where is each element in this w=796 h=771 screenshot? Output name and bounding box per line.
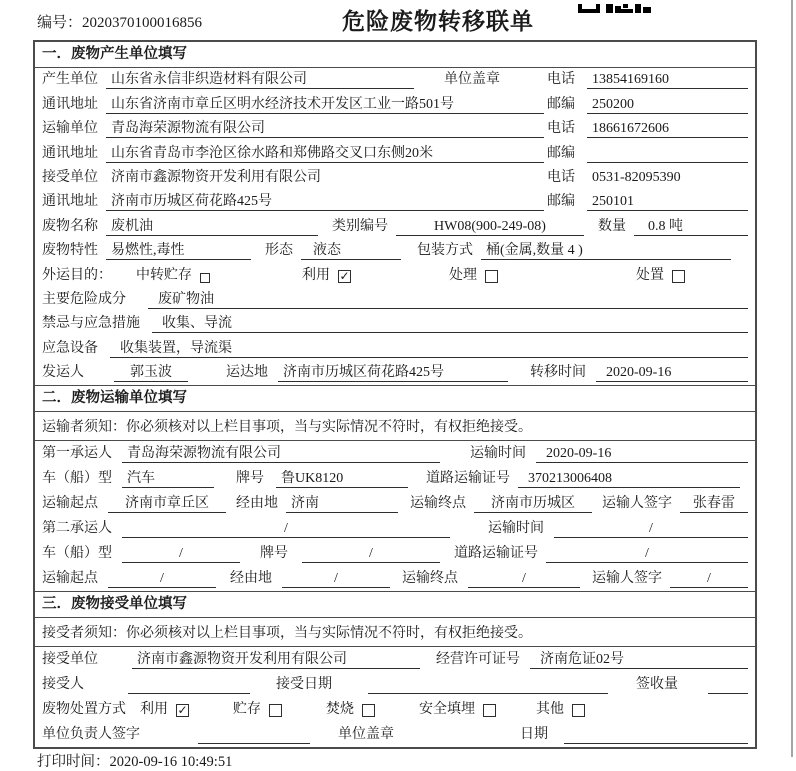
purpose-opt-dispose-checkbox — [672, 270, 685, 283]
carrier-zip-label: 邮编 — [547, 145, 575, 161]
producer-phone-value: 13854169160 — [587, 70, 748, 89]
vehicle2-label: 车（船）型 — [42, 546, 112, 562]
disposal-opt-use-checkbox: ✓ — [177, 703, 188, 718]
route2-via-label: 经由地 — [230, 571, 272, 587]
first-carrier-row — [35, 441, 755, 466]
receiver-addr-label: 通讯地址 — [42, 194, 98, 210]
producer-phone-label: 电话 — [547, 72, 575, 88]
doc-number-value: 2020370100016856 — [82, 15, 203, 31]
receiver-phone-label: 电话 — [547, 169, 575, 185]
receiver-notice-label: 接受者须知： — [42, 626, 126, 642]
accept-unit-row — [35, 647, 755, 672]
accept-unit-label: 接受单位 — [42, 652, 98, 668]
receiver-zip-value: 250101 — [587, 192, 748, 211]
purpose-opt-use-label: 利用 — [302, 267, 330, 283]
vehicle1-plate-value: 鲁UK8120 — [276, 469, 408, 488]
carrier-addr-label: 通讯地址 — [42, 145, 98, 161]
carrier1-value: 青岛海荣源物流有限公司 — [122, 444, 440, 463]
dispatch-row — [35, 361, 755, 385]
disposal-opt-use-label: 利用 — [140, 702, 168, 718]
transporter-notice-row — [35, 412, 755, 441]
vehicle1-row — [35, 466, 755, 491]
route2-row — [35, 566, 755, 591]
receiver-zip-label: 邮编 — [547, 194, 575, 210]
disposal-row — [35, 697, 755, 722]
receiver-value: 济南市鑫源物资开发利用有限公司 — [111, 169, 321, 185]
vehicle1-label: 车（船）型 — [42, 471, 112, 487]
carrier-phone-value: 18661672606 — [587, 119, 748, 138]
vehicle1-plate-label: 牌号 — [236, 471, 264, 487]
receiver-address-row — [35, 190, 755, 214]
traits-value: 易燃性,毒性 — [106, 241, 251, 260]
carrier2-time-value: / — [554, 519, 748, 538]
receiver-notice-text: 你必须核对以上栏目事项，当与实际情况不符时，有权拒绝接受。 — [126, 626, 532, 642]
measures-label: 禁忌与应急措施 — [42, 316, 140, 332]
dispatch-time-label: 转移时间 — [530, 365, 586, 381]
route1-via-value: 济南 — [286, 494, 398, 513]
equipment-value: 收集装置，导流渠 — [110, 339, 748, 358]
disposal-opt-burn-label: 焚烧 — [326, 702, 354, 718]
vehicle1-value: 汽车 — [122, 469, 214, 488]
disposal-opt-other-label: 其他 — [536, 702, 564, 718]
receiver-row — [35, 166, 755, 190]
equipment-label: 应急设备 — [42, 340, 98, 356]
accept-person-row — [35, 672, 755, 697]
waste-name-row — [35, 214, 755, 238]
route1-sign-label: 运输人签字 — [602, 496, 672, 512]
waste-cat-label: 类别编号 — [332, 218, 388, 234]
dispatch-time-value: 2020-09-16 — [596, 363, 748, 382]
dispatch-dest-label: 运达地 — [226, 365, 268, 381]
page-title: 危险废物转移联单 — [342, 8, 534, 34]
carrier-address-row — [35, 141, 755, 165]
hazard-row — [35, 288, 755, 312]
traits-label: 废物特性 — [42, 243, 98, 259]
sign-amount-label: 签收量 — [636, 677, 678, 693]
disposal-opt-other-checkbox — [572, 704, 585, 717]
route1-sign-value: 张春雷 — [680, 494, 748, 513]
route2-sign-value: / — [670, 569, 748, 588]
vehicle2-value: / — [122, 544, 240, 563]
hazard-label: 主要危险成分 — [42, 291, 126, 307]
route1-label: 运输起点 — [42, 496, 98, 512]
accept-person-value — [128, 675, 250, 694]
qr-code-icon — [578, 0, 651, 18]
accept-date-value — [368, 675, 608, 694]
doc-number-label: 编号： — [37, 15, 83, 31]
carrier1-label: 第一承运人 — [42, 446, 112, 462]
waste-cat-value: HW08(900-249-08) — [396, 217, 584, 236]
route2-sign-label: 运输人签字 — [592, 571, 662, 587]
purpose-opt-use-checkbox: ✓ — [339, 268, 350, 283]
accept-unit-value: 济南市鑫源物资开发利用有限公司 — [132, 650, 420, 669]
equipment-row — [35, 336, 755, 360]
carrier1-time-value: 2020-09-16 — [536, 444, 748, 463]
pack-value: 桶(金属,数量 4 ) — [481, 241, 731, 260]
producer-addr-label: 通讯地址 — [42, 96, 98, 112]
seal-label: 单位盖章 — [444, 72, 500, 88]
waste-name-label: 废物名称 — [42, 218, 98, 234]
route1-start-value: 济南市章丘区 — [108, 494, 226, 513]
carrier-addr-value: 山东省青岛市李沧区徐水路和郑佛路交叉口东侧20米 — [106, 144, 544, 163]
dispatch-value: 郭玉波 — [114, 363, 188, 382]
page-right-edge — [791, 0, 793, 757]
vehicle2-plate-label: 牌号 — [260, 546, 288, 562]
receiver-notice-row — [35, 618, 755, 647]
purpose-opt-dispose-label: 处置 — [636, 267, 664, 283]
accept-person-label: 接受人 — [42, 677, 84, 693]
dispatch-label: 发运人 — [42, 365, 84, 381]
print-time-value: 2020-09-16 10:49:51 — [109, 754, 233, 770]
purpose-opt-storage-label: 中转贮存 — [136, 267, 192, 283]
purpose-opt-treat-checkbox — [485, 270, 498, 283]
route1-end-label: 运输终点 — [410, 496, 466, 512]
receiver-phone-value: 0531-82095390 — [592, 169, 681, 185]
hazard-value: 废矿物油 — [148, 290, 748, 309]
route2-via-value: / — [282, 569, 390, 588]
carrier-zip-value — [587, 144, 748, 163]
section3-header: 三．废物接受单位填写 — [35, 591, 755, 618]
purpose-opt-storage-checkbox — [200, 273, 210, 283]
carrier-phone-label: 电话 — [547, 121, 575, 137]
waste-qty-value: 0.8 吨 — [634, 217, 748, 236]
transporter-notice-text: 你必须核对以上栏目事项，当与实际情况不符时，有权拒绝接受。 — [126, 420, 532, 436]
section1-header: 一．废物产生单位填写 — [35, 42, 755, 68]
producer-row — [35, 68, 755, 92]
producer-zip-label: 邮编 — [547, 96, 575, 112]
sign-date-label: 日期 — [520, 727, 548, 743]
waste-name-value: 废机油 — [106, 217, 318, 236]
disposal-opt-landfill-checkbox — [483, 704, 496, 717]
route1-end-value: 济南市历城区 — [474, 494, 592, 513]
form-value: 液态 — [301, 241, 401, 260]
vehicle2-row — [35, 541, 755, 566]
carrier1-time-label: 运输时间 — [470, 446, 526, 462]
route1-via-label: 经由地 — [236, 496, 278, 512]
disposal-opt-landfill-label: 安全填埋 — [419, 702, 475, 718]
disposal-opt-store-label: 贮存 — [233, 702, 261, 718]
receiver-addr-value: 济南市历城区荷花路425号 — [106, 192, 544, 211]
carrier2-time-label: 运输时间 — [488, 521, 544, 537]
carrier2-value: / — [122, 519, 450, 538]
producer-value: 山东省永信非织造材料有限公司 — [106, 70, 414, 89]
sign-amount-value — [708, 675, 748, 694]
measures-row — [35, 312, 755, 336]
transporter-notice-label: 运输者须知： — [42, 420, 126, 436]
vehicle2-cert-value: / — [546, 544, 748, 563]
purpose-opt-treat-label: 处理 — [449, 267, 477, 283]
vehicle2-cert-label: 道路运输证号 — [454, 546, 538, 562]
sign-date-value — [564, 725, 748, 744]
responsible-sign-value — [198, 725, 310, 744]
form-table — [33, 40, 757, 749]
vehicle1-cert-label: 道路运输证号 — [426, 471, 510, 487]
receiver-label: 接受单位 — [42, 169, 98, 185]
disposal-opt-store-checkbox — [269, 704, 282, 717]
pack-label: 包装方式 — [417, 243, 473, 259]
producer-addr-value: 山东省济南市章丘区明水经济技术开发区工业一路501号 — [106, 95, 544, 114]
responsible-sign-row — [35, 722, 755, 747]
purpose-row — [35, 263, 755, 287]
producer-address-row — [35, 92, 755, 116]
carrier2-label: 第二承运人 — [42, 521, 112, 537]
second-carrier-row — [35, 516, 755, 541]
route2-label: 运输起点 — [42, 571, 98, 587]
purpose-label: 外运目的： — [42, 267, 112, 283]
responsible-sign-label: 单位负责人签字 — [42, 727, 140, 743]
section2-header: 二．废物运输单位填写 — [35, 385, 755, 412]
disposal-opt-burn-checkbox — [362, 704, 375, 717]
print-time-label: 打印时间： — [37, 754, 110, 770]
route2-end-label: 运输终点 — [402, 571, 458, 587]
waste-qty-label: 数量 — [598, 218, 626, 234]
carrier-label: 运输单位 — [42, 121, 98, 137]
license-label: 经营许可证号 — [436, 652, 520, 668]
vehicle1-cert-value: 370213006408 — [518, 469, 740, 488]
accept-date-label: 接受日期 — [276, 677, 332, 693]
route2-start-value: / — [108, 569, 216, 588]
unit-seal-label: 单位盖章 — [338, 727, 394, 743]
disposal-label: 废物处置方式 — [42, 702, 126, 718]
route2-end-value: / — [468, 569, 580, 588]
producer-label: 产生单位 — [42, 72, 98, 88]
vehicle2-plate-value: / — [302, 544, 440, 563]
waste-traits-row — [35, 239, 755, 263]
license-value: 济南危证02号 — [530, 650, 748, 669]
carrier-value: 青岛海荣源物流有限公司 — [106, 119, 544, 138]
producer-zip-value: 250200 — [587, 95, 748, 114]
measures-value: 收集、导流 — [152, 314, 748, 333]
dispatch-dest-value: 济南市历城区荷花路425号 — [278, 363, 508, 382]
route1-row — [35, 491, 755, 516]
form-label: 形态 — [265, 243, 293, 259]
carrier-row — [35, 117, 755, 141]
